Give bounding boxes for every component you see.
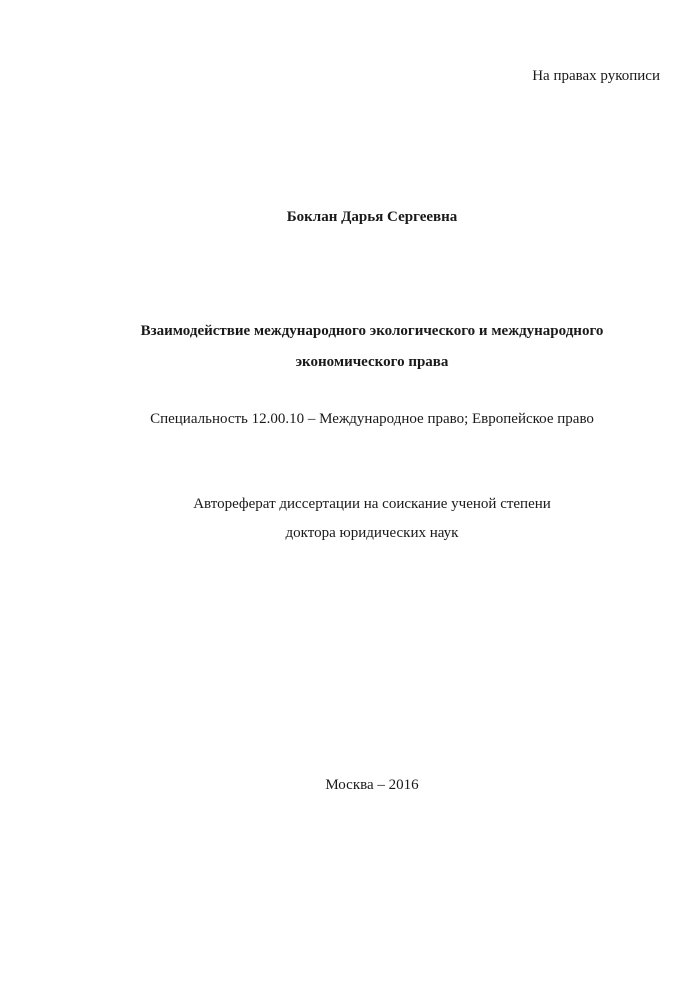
author-name: Боклан Дарья Сергеевна	[286, 209, 458, 225]
description-line-1: Автореферат диссертации на соискание ученой степени	[193, 496, 551, 512]
title-line-1: Взаимодействие международного экологического и международного	[140, 323, 604, 339]
title-line-2: экономического права	[295, 354, 449, 370]
city-year: Москва – 2016	[325, 777, 419, 793]
description-line-2: доктора юридических наук	[285, 525, 459, 541]
rights-note: На правах рукописи	[532, 68, 660, 84]
specialty: Специальность 12.00.10 – Международное право; Европейское право	[150, 411, 594, 427]
